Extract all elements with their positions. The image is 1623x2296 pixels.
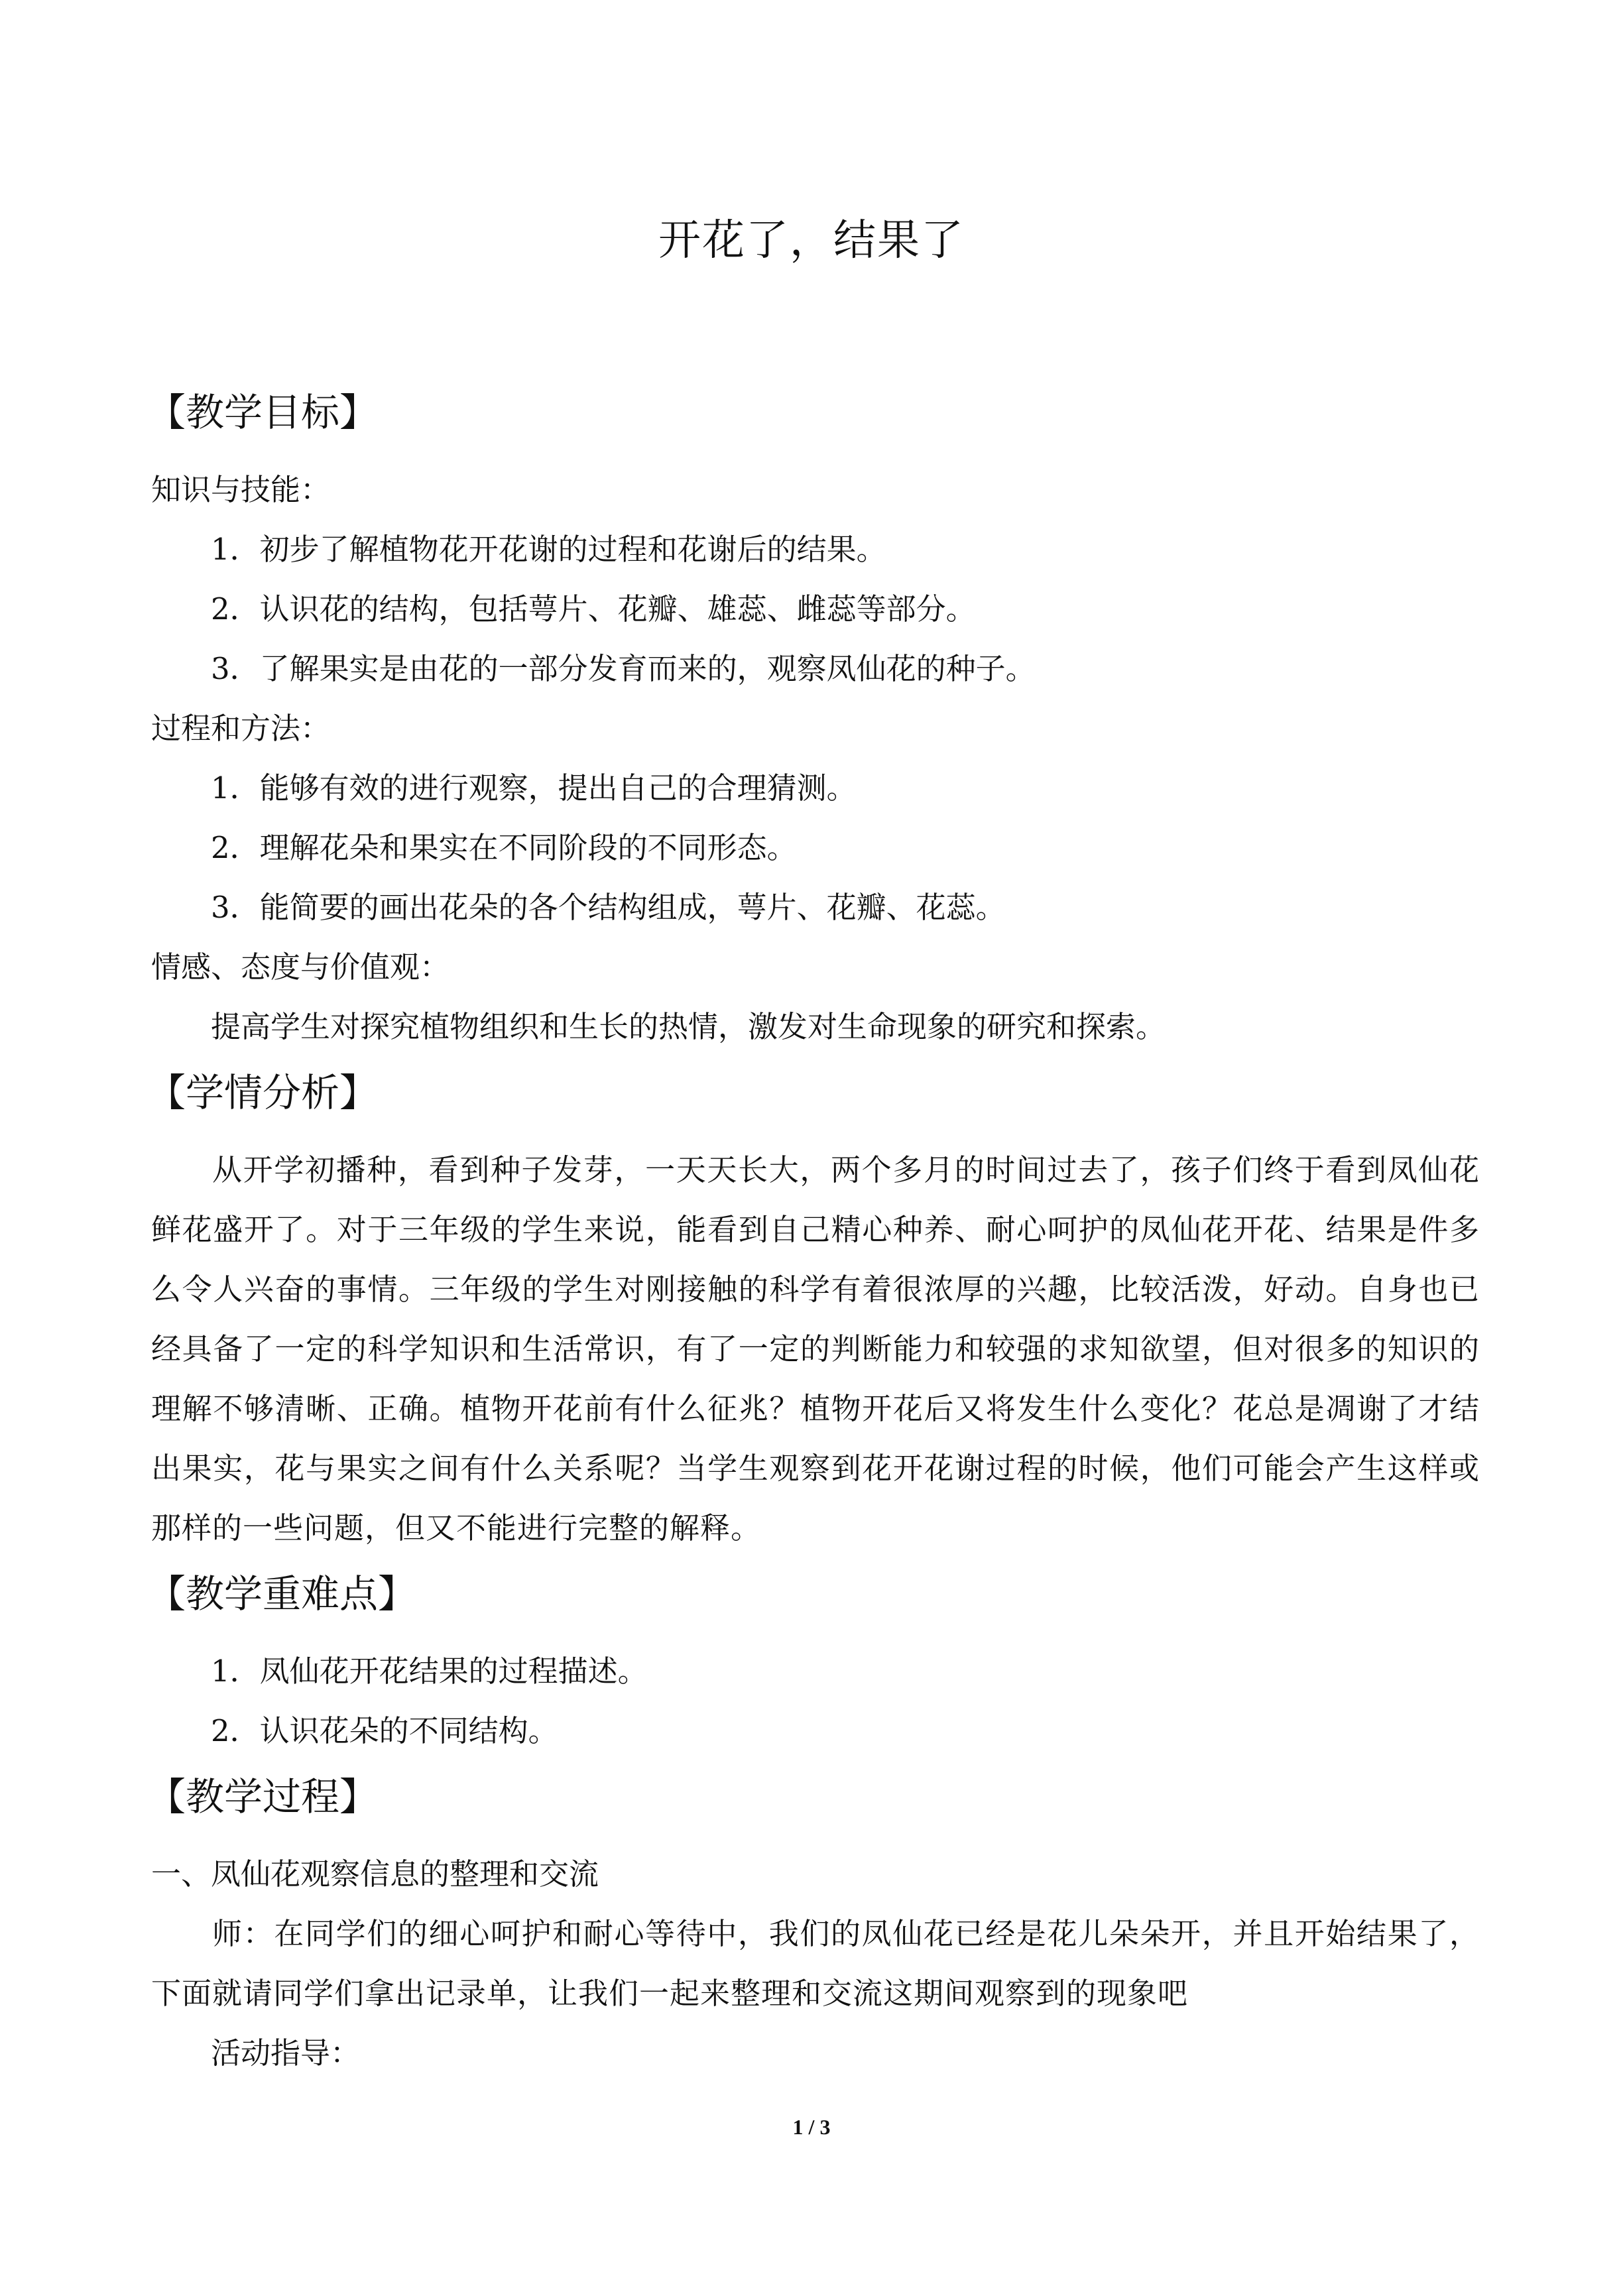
- emotion-values-label: 情感、态度与价值观：: [151, 949, 450, 985]
- process-methods-label: 过程和方法：: [151, 711, 331, 746]
- page-number: 1 / 3: [792, 2115, 831, 2139]
- knowledge-item: 1．初步了解植物花开花谢的过程和花谢后的结果。: [211, 532, 886, 567]
- knowledge-item: 3．了解果实是由花的一部分发育而来的，观察凤仙花的种子。: [211, 651, 1036, 686]
- activity-label: 活动指导：: [211, 2035, 361, 2071]
- section-heading-objectives: 【教学目标】: [147, 390, 379, 435]
- key-point-item: 1．凤仙花开花结果的过程描述。: [211, 1654, 648, 1689]
- section-heading-analysis: 【学情分析】: [147, 1070, 379, 1115]
- teacher-paragraph: 师：在同学们的细心呵护和耐心等待中，我们的凤仙花已经是花儿朵朵开，并且开始结果了，下面就请同学们拿出记录单，让我们一起来整理和交流这期间观察到的现象吧: [151, 1916, 1480, 2011]
- document-title: 开花了，结果了: [658, 216, 965, 265]
- knowledge-item: 2．认识花的结构，包括萼片、花瓣、雄蕊、雌蕊等部分。: [211, 591, 976, 627]
- knowledge-skills-label: 知识与技能：: [151, 472, 331, 507]
- emotion-text: 提高学生对探究植物组织和生长的热情，激发对生命现象的研究和探索。: [211, 1009, 1166, 1044]
- process-step-title: 一、凤仙花观察信息的整理和交流: [151, 1856, 599, 1892]
- process-item: 2．理解花朵和果实在不同阶段的不同形态。: [211, 830, 797, 865]
- process-item: 1．能够有效的进行观察，提出自己的合理猜测。: [211, 770, 857, 806]
- section-heading-process: 【教学过程】: [147, 1774, 379, 1819]
- section-heading-key-points: 【教学重难点】: [147, 1571, 417, 1616]
- key-point-item: 2．认识花朵的不同结构。: [211, 1713, 558, 1748]
- analysis-paragraph: 从开学初播种，看到种子发芽，一天天长大，两个多月的时间过去了，孩子们终于看到凤仙花鲜花盛开了。对于三年级的学生来说，能看到自己精心种养、耐心呵护的凤仙花开花、结果是件多么令人兴奋的事情。三年级的学生对刚接触的科学有着很浓厚的兴趣，比较活泼，好动。自身也已经具备了一定的科学知识和生活常识，有了一定的判断能力和较强的求知欲望，但对很多的知识的理解不够清晰、正确。植物开花前有什么征兆？植物开花后又将发生什么变化？花总是凋谢了才结出果实，花与果实之间有什么关系呢？当学生观察到花开花谢过程的时候，他们可能会产生这样或那样的一些问题，但又不能进行完整的解释。: [151, 1152, 1480, 1545]
- process-item: 3．能简要的画出花朵的各个结构组成，萼片、花瓣、花蕊。: [211, 890, 1006, 925]
- document-body: [147, 377, 1480, 2083]
